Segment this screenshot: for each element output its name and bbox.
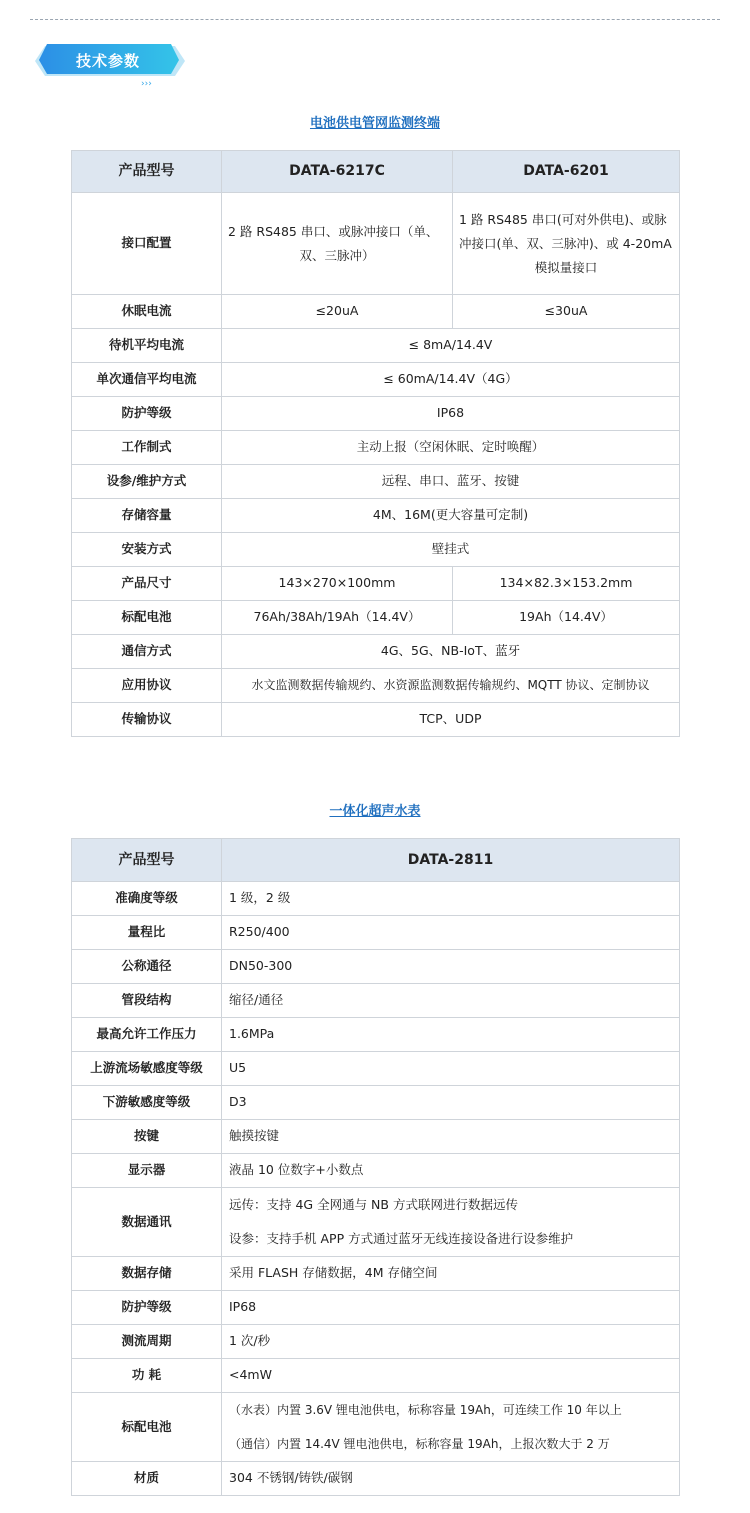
svg-text:›››: ››› xyxy=(141,79,152,88)
table-row xyxy=(72,669,680,703)
row-value: 304 不锈钢/铸铁/碳钢 xyxy=(222,1462,680,1496)
row-value: 液晶 10 位数字+小数点 xyxy=(222,1154,680,1188)
row-label: 数据存储 xyxy=(72,1257,222,1291)
table-row xyxy=(72,882,680,916)
battery-value: （水表）内置 3.6V 锂电池供电，标称容量 19Ah，可连续工作 10 年以上 （通信）内置 14.4V 锂电池供电，标称容量 19Ah，上报次数大于 2 万 xyxy=(222,1393,680,1462)
table-row xyxy=(72,950,680,984)
row-label: 最高允许工作压力 xyxy=(72,1018,222,1052)
size-a: 143×270×100mm xyxy=(222,567,453,601)
row-value: 触摸按键 xyxy=(222,1120,680,1154)
table-row xyxy=(72,1257,680,1291)
table-row xyxy=(72,1154,680,1188)
table-row xyxy=(72,635,680,669)
row-value: DN50-300 xyxy=(222,950,680,984)
row-label: 防护等级 xyxy=(72,397,222,431)
row-value: 采用 FLASH 存储数据，4M 存储空间 xyxy=(222,1257,680,1291)
row-label: 量程比 xyxy=(72,916,222,950)
row-label: 公称通径 xyxy=(72,950,222,984)
row-value: 1 级，2 级 xyxy=(222,882,680,916)
table-row xyxy=(72,295,680,329)
comm-value: 4G、5G、NB-IoT、蓝牙 xyxy=(222,635,680,669)
table2-title: 一体化超声水表 xyxy=(329,804,421,819)
table-row xyxy=(72,1188,680,1257)
table-row xyxy=(72,193,680,295)
row-label: 显示器 xyxy=(72,1154,222,1188)
interface-a: 2 路 RS485 串口、或脉冲接口（单、 双、三脉冲） xyxy=(222,193,453,295)
table-row xyxy=(72,499,680,533)
model-a: DATA-6217C xyxy=(222,151,453,193)
table-row xyxy=(72,1393,680,1462)
row-value: D3 xyxy=(222,1086,680,1120)
work-mode-value: 主动上报（空闲休眠、定时唤醒） xyxy=(222,431,680,465)
battery-b: 19Ah（14.4V） xyxy=(453,601,680,635)
row-label: 防护等级 xyxy=(72,1291,222,1325)
table-row xyxy=(72,431,680,465)
row-label: 下游敏感度等级 xyxy=(72,1086,222,1120)
standby-value: ≤ 8mA/14.4V xyxy=(222,329,680,363)
row-label: 数据通讯 xyxy=(72,1188,222,1257)
table-row xyxy=(72,601,680,635)
terminal-spec-table xyxy=(71,150,680,737)
row-label: 休眠电流 xyxy=(72,295,222,329)
row-label: 测流周期 xyxy=(72,1325,222,1359)
row-label: 接口配置 xyxy=(72,193,222,295)
protection-value: IP68 xyxy=(222,397,680,431)
table-row xyxy=(72,151,680,193)
table-row xyxy=(72,1325,680,1359)
row-label: 存储容量 xyxy=(72,499,222,533)
table-row xyxy=(72,465,680,499)
row-label: 产品尺寸 xyxy=(72,567,222,601)
table-row xyxy=(72,567,680,601)
table1-title: 电池供电管网监测终端 xyxy=(309,116,440,131)
row-label: 标配电池 xyxy=(72,601,222,635)
water-meter-spec-table xyxy=(71,838,680,1496)
install-value: 壁挂式 xyxy=(222,533,680,567)
row-value: <4mW xyxy=(222,1359,680,1393)
transport-value: TCP、UDP xyxy=(222,703,680,737)
table-row xyxy=(72,916,680,950)
row-value: 1 次/秒 xyxy=(222,1325,680,1359)
row-label: 材质 xyxy=(72,1462,222,1496)
row-label: 设参/维护方式 xyxy=(72,465,222,499)
interface-b: 1 路 RS485 串口(可对外供电)、或脉 冲接口(单、双、三脉冲)、或 4-20mA 模拟量接口 xyxy=(453,193,680,295)
storage-value: 4M、16M(更大容量可定制) xyxy=(222,499,680,533)
row-label: 通信方式 xyxy=(72,635,222,669)
app-protocol-value: 水文监测数据传输规约、水资源监测数据传输规约、MQTT 协议、定制协议 xyxy=(222,669,680,703)
table-row xyxy=(72,984,680,1018)
table-row xyxy=(72,1291,680,1325)
row-label: 单次通信平均电流 xyxy=(72,363,222,397)
row-label: 标配电池 xyxy=(72,1393,222,1462)
table-row xyxy=(72,397,680,431)
row-label: 工作制式 xyxy=(72,431,222,465)
sleep-a: ≤20uA xyxy=(222,295,453,329)
section-title: 技术参数 xyxy=(75,52,140,70)
header-label: 产品型号 xyxy=(72,151,222,193)
row-value: IP68 xyxy=(222,1291,680,1325)
table-row xyxy=(72,1052,680,1086)
row-label: 传输协议 xyxy=(72,703,222,737)
row-label: 安装方式 xyxy=(72,533,222,567)
maintenance-value: 远程、串口、蓝牙、按键 xyxy=(222,465,680,499)
row-label: 准确度等级 xyxy=(72,882,222,916)
top-dashed-divider xyxy=(30,19,720,20)
table-row xyxy=(72,703,680,737)
table-row xyxy=(72,1462,680,1496)
row-label: 应用协议 xyxy=(72,669,222,703)
table-row xyxy=(72,1086,680,1120)
model: DATA-2811 xyxy=(222,839,680,882)
comm-current-value: ≤ 60mA/14.4V（4G） xyxy=(222,363,680,397)
table-row xyxy=(72,1120,680,1154)
table-row xyxy=(72,329,680,363)
table-row xyxy=(72,1018,680,1052)
sleep-b: ≤30uA xyxy=(453,295,680,329)
row-value: 缩径/通径 xyxy=(222,984,680,1018)
row-value: U5 xyxy=(222,1052,680,1086)
table-row xyxy=(72,839,680,882)
table-row xyxy=(72,363,680,397)
row-label: 待机平均电流 xyxy=(72,329,222,363)
row-value: R250/400 xyxy=(222,916,680,950)
section-badge xyxy=(33,40,203,88)
table-row xyxy=(72,1359,680,1393)
battery-a: 76Ah/38Ah/19Ah（14.4V） xyxy=(222,601,453,635)
model-b: DATA-6201 xyxy=(453,151,680,193)
row-label: 上游流场敏感度等级 xyxy=(72,1052,222,1086)
header-label: 产品型号 xyxy=(72,839,222,882)
table-row xyxy=(72,533,680,567)
row-label: 功 耗 xyxy=(72,1359,222,1393)
size-b: 134×82.3×153.2mm xyxy=(453,567,680,601)
row-label: 管段结构 xyxy=(72,984,222,1018)
row-value: 1.6MPa xyxy=(222,1018,680,1052)
data-comm-value: 远传：支持 4G 全网通与 NB 方式联网进行数据远传 设参：支持手机 APP 方式通过蓝牙无线连接设备进行设参维护 xyxy=(222,1188,680,1257)
row-label: 按键 xyxy=(72,1120,222,1154)
